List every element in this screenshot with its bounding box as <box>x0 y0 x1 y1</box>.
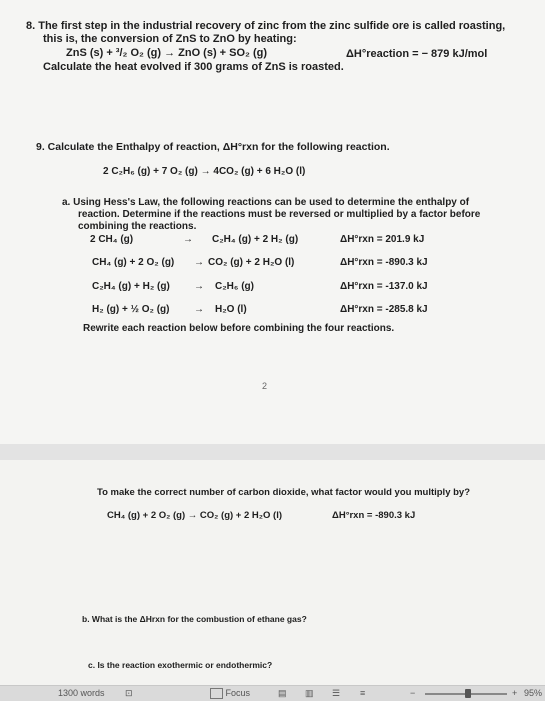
reaction-4-right: H₂O (l) <box>215 304 247 315</box>
print-layout-icon[interactable]: ▥ <box>305 688 314 698</box>
question-b: b. What is the ΔHrxn for the combustion of ethane gas? <box>82 614 307 624</box>
question-c: c. Is the reaction exothermic or endothermic? <box>88 660 273 670</box>
focus-icon <box>210 688 223 699</box>
q9-title: 9. Calculate the Enthalpy of reaction, ΔH°rxn for the following reaction. <box>36 141 390 153</box>
page-gap <box>0 444 545 460</box>
word-count[interactable]: 1300 words <box>58 688 105 698</box>
zoom-out-button[interactable]: − <box>410 688 416 698</box>
reaction-3-enthalpy: ΔH°rxn = -137.0 kJ <box>340 281 428 292</box>
focus-button[interactable] <box>210 686 250 701</box>
reaction-2-arrow: → <box>194 257 204 268</box>
reaction-3-right: C₂H₆ (g) <box>215 281 254 292</box>
reaction-1-left: 2 CH₄ (g) <box>90 234 134 245</box>
q9a-line3: combining the reactions. <box>78 221 197 232</box>
reaction-4-left: H₂ (g) + ½ O₂ (g) <box>92 304 170 315</box>
zoom-in-button[interactable]: + <box>512 688 518 698</box>
q9a-line2: reaction. Determine if the reactions must be reversed or multiplied by a factor before <box>78 209 481 220</box>
web-layout-icon[interactable]: ☰ <box>332 688 341 698</box>
document-page-2 <box>0 460 545 685</box>
factor-question: To make the correct number of carbon dioxide, what factor would you multiply by? <box>97 487 471 498</box>
q8-line4: Calculate the heat evolved if 300 grams of ZnS is roasted. <box>43 61 344 73</box>
page-number: 2 <box>262 381 268 391</box>
reaction-3-left: C₂H₄ (g) + H₂ (g) <box>92 281 170 292</box>
reaction-2-right: CO₂ (g) + 2 H₂O (l) <box>208 257 295 268</box>
focus-label: Focus <box>225 688 251 698</box>
q8-enthalpy: ΔH°reaction = − 879 kJ/mol <box>346 48 488 60</box>
q8-equation: ZnS (s) + ³/₂ O₂ (g) → ZnO (s) + SO₂ (g) <box>66 47 268 59</box>
factor-enthalpy: ΔH°rxn = -890.3 kJ <box>332 510 416 521</box>
reaction-1-enthalpy: ΔH°rxn = 201.9 kJ <box>340 234 425 245</box>
q9-target-reaction: 2 C₂H₆ (g) + 7 O₂ (g) → 4CO₂ (g) + 6 H₂O (l) <box>103 166 306 177</box>
q8-line2: this is, the conversion of ZnS to ZnO by heating: <box>43 33 297 45</box>
q8-line1: 8. The first step in the industrial recovery of zinc from the zinc sulfide ore is called roasting, <box>26 20 506 32</box>
reaction-1-right: C₂H₄ (g) + 2 H₂ (g) <box>212 234 299 245</box>
proofing-icon[interactable]: ⊡ <box>125 688 133 698</box>
reaction-2-enthalpy: ΔH°rxn = -890.3 kJ <box>340 257 428 268</box>
status-bar <box>0 685 545 701</box>
reaction-1-arrow: → <box>183 234 193 245</box>
reaction-4-enthalpy: ΔH°rxn = -285.8 kJ <box>340 304 428 315</box>
zoom-slider-handle[interactable] <box>465 689 471 698</box>
q9a-line1: a. Using Hess's Law, the following reactions can be used to determine the enthalpy of <box>62 197 470 208</box>
zoom-level[interactable]: 95% <box>524 688 543 698</box>
read-mode-icon[interactable]: ▤ <box>278 688 287 698</box>
reaction-2-left: CH₄ (g) + 2 O₂ (g) <box>92 257 175 268</box>
factor-equation: CH₄ (g) + 2 O₂ (g) → CO₂ (g) + 2 H₂O (l) <box>107 510 282 521</box>
reaction-4-arrow: → <box>194 304 204 315</box>
outline-icon[interactable]: ≡ <box>360 688 366 698</box>
rewrite-instruction: Rewrite each reaction below before combining the four reactions. <box>83 323 395 334</box>
reaction-3-arrow: → <box>194 281 204 292</box>
